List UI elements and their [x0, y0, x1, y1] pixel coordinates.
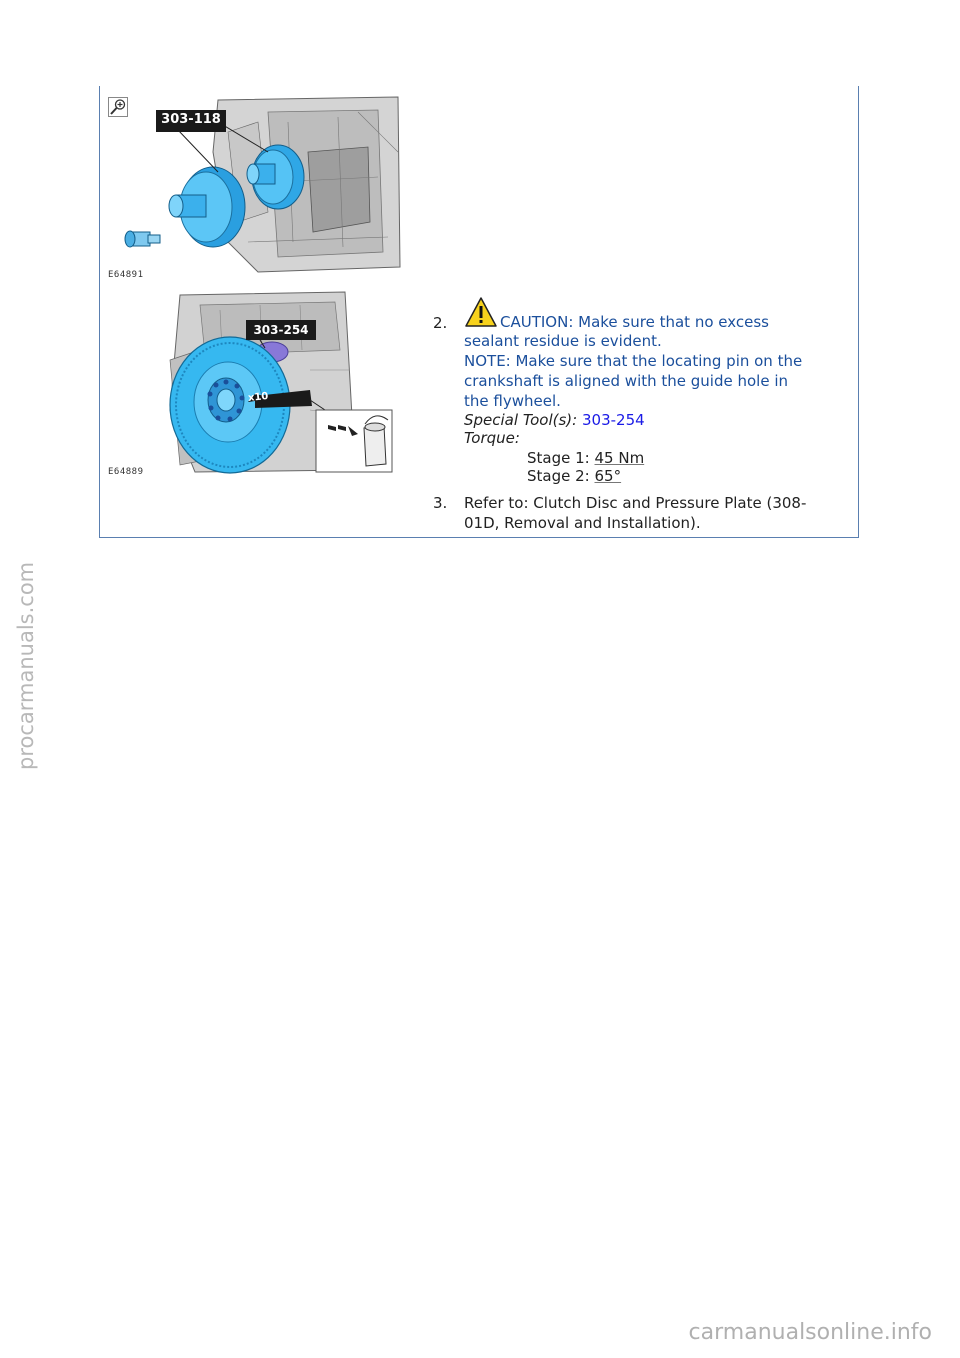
stage-1-label: Stage 1: [527, 449, 590, 467]
step-2-note-line3: the flywheel. [464, 392, 561, 410]
caution-warning-icon [464, 296, 498, 328]
step-2-number: 2. [433, 314, 448, 332]
step-3-number: 3. [433, 494, 448, 512]
step-2-caution: CAUTION: Make sure that no excess [500, 313, 769, 331]
stage-2-value[interactable]: 65° [594, 467, 622, 485]
figure-1-tool-label: 303-118 [161, 112, 221, 127]
special-tools-row [464, 411, 645, 431]
step-2-caution-line2: sealant residue is evident. [464, 332, 662, 350]
special-tool-link[interactable]: 303-254 [582, 411, 645, 429]
figure-2-bolt-count: x10 [247, 390, 269, 405]
step-3-line2[interactable]: 01D, Removal and Installation). [464, 514, 701, 532]
stage-2-label: Stage 2: [527, 467, 590, 485]
figure-2-illustration [160, 290, 395, 476]
step-2-note-line2: crankshaft is aligned with the guide hole in [464, 372, 789, 390]
torque-stage-2 [527, 467, 621, 487]
stage-1-value[interactable]: 45 Nm [594, 449, 645, 467]
figure-2-tool-label: 303-254 [253, 323, 309, 337]
figure-1-code: E64891 [108, 270, 144, 280]
step-2-note-line1: NOTE: Make sure that the locating pin on the [464, 352, 803, 370]
figure-1-illustration [108, 92, 403, 274]
watermark-left: procarmanuals.com [14, 561, 38, 770]
watermark-bottom: carmanualsonline.info [688, 1320, 932, 1345]
figure-2-code: E64889 [108, 467, 144, 477]
torque-label: Torque: [464, 429, 520, 447]
torque-stage-1 [527, 449, 644, 469]
special-tools-label: Special Tool(s): [464, 411, 578, 429]
step-3-line1[interactable]: Refer to: Clutch Disc and Pressure Plate (308- [464, 494, 807, 512]
